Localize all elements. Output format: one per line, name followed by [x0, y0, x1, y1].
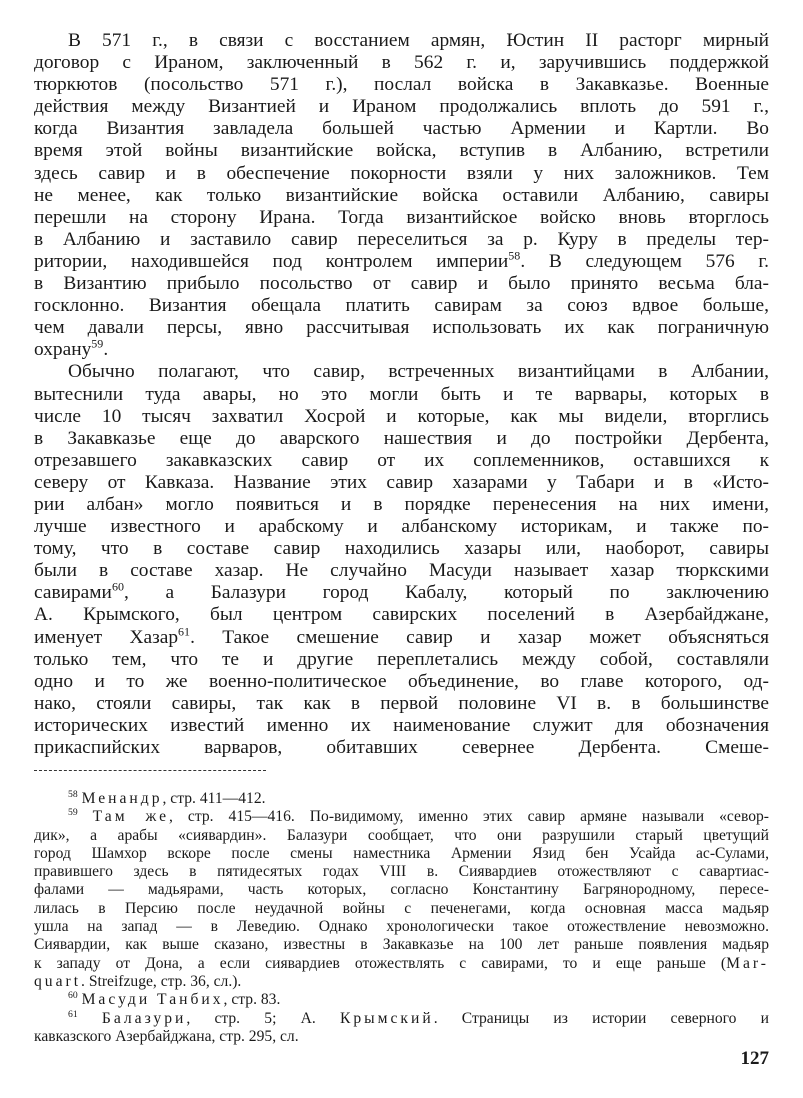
text-line: Сиявардии, как выше сказано, известны в Закавказье на 100 лет раньше появления мадьяр [34, 936, 769, 954]
footnote-number: 58 [68, 788, 78, 800]
text-line: лучше известного и арабскому и албанскому историкам, и также по- [34, 516, 769, 538]
author-name: Крымский [339, 1009, 434, 1027]
text-fragment: . Страницы из истории северного и [433, 1009, 769, 1027]
text-fragment: , а Балазури город Кабалу, который по заключению [123, 582, 769, 604]
footnote-author: Масуди Танбих [81, 991, 224, 1009]
text-line: северу от Кавказа. Название этих савир хазарами у Табари и в «Исто- [34, 471, 769, 493]
text-line: здесь савир и в обеспечение покорности взяли у них заложников. Тем [34, 162, 769, 184]
footnote-number: 59 [68, 807, 78, 819]
text-fragment: . Streifzuge, стр. 36, сл.). [81, 972, 242, 990]
author-name: quart [34, 972, 82, 990]
text-line: прикаспийских варваров, обитавших севернее Дербента. Смеше- [34, 737, 769, 758]
text-line [34, 790, 769, 808]
text-line [34, 808, 769, 826]
text-line: фалами — мадьярами, часть которых, согласно Константину Багрянородному, пересе- [34, 881, 769, 899]
text-fragment: к западу от Дона, а если сиявардиев отожествлять с савирами, то и еще раньше ( [34, 954, 727, 972]
text-line: дик», а арабы «сиявардин». Балазури сообщает, что они разрушили старый цветущий [34, 826, 769, 844]
text-line [34, 1010, 769, 1028]
text-fragment: . В следующем 576 г. [520, 250, 769, 272]
text-line [34, 955, 769, 973]
text-line [34, 579, 769, 604]
text-line: время этой войны византийские войска, вступив в Албанию, встретили [34, 140, 769, 162]
text-line: госклонно. Византия обещала платить савирам за союз вдвое больше, [34, 295, 769, 317]
text-line: действия между Византией и Ираном продолжались вплоть до 591 г., [34, 96, 769, 118]
text-line: город Шамхор вскоре после смены наместника Армении Язид бен Усайда ас-Сулами, [34, 844, 769, 862]
footnote-ref: 61 [178, 624, 191, 639]
text-fragment: , стр. 83. [223, 991, 281, 1009]
footnote-61 [34, 1010, 769, 1047]
text-line: в Византию прибыло посольство от савир и было принято весьма бла- [34, 273, 769, 295]
text-line: Обычно полагают, что савир, встреченных византийцами в Албании, [68, 361, 769, 383]
page-number: 127 [740, 1048, 769, 1069]
text-line: были в составе хазар. Не случайно Масуди называет хазар тюркскими [34, 560, 769, 582]
text-line: когда Византия завладела большей частью Армении и Картли. Во [34, 118, 769, 140]
text-fragment: . Такое смешение савир и хазар может объясняться [190, 626, 769, 648]
text-line [34, 336, 769, 361]
footnote-number: 60 [68, 990, 78, 1002]
text-fragment: . [103, 339, 109, 361]
footnote-number: 61 [68, 1008, 78, 1020]
text-fragment: , стр. 411—412. [162, 790, 266, 807]
text-line: кавказского Азербайджана, стр. 295, сл. [34, 1027, 299, 1045]
text-line: договор с Ираном, заключенный в 562 г. и, заручившись поддержкой [34, 52, 769, 74]
text-line: рии албан» могло появиться и в порядке перенесения на них имени, [34, 493, 769, 515]
text-fragment: , стр. 415—416. По-видимому, именно этих савир армяне называли «севор- [169, 808, 769, 826]
text-line: чем давали персы, явно рассчитывая использовать их как пограничную [34, 317, 769, 339]
footnote-divider [34, 770, 266, 771]
text-line: тому, что в составе савир находились хазары или, наоборот, савиры [34, 538, 769, 560]
text-line: правившего здесь в пятидесятых годах VIII в. Сиявардиев отожествляют с савартиас- [34, 863, 769, 881]
text-line: числе 10 тысяч захватил Хосрой и которые, как мы видели, вторглись [34, 405, 769, 427]
text-line: А. Крымского, был центром савирских поселений в Азербайджане, [34, 604, 769, 626]
text-line: одно и то же военно-политическое объединение, во главе которого, од- [34, 670, 769, 692]
footnote-ref: 59 [91, 336, 104, 351]
text-line: исторических известий именно их наименование служит для обозначения [34, 714, 769, 736]
footnote-author: Балазури [101, 1009, 187, 1027]
text-fragment: , стр. 5; А. [186, 1009, 340, 1027]
text-fragment: именует Хазар [34, 626, 179, 648]
text-line: не менее, как только византийские войска оставили Албанию, савиры [34, 184, 769, 206]
text-line: В 571 г., в связи с восстанием армян, Юстин II расторг мирный [68, 30, 769, 51]
footnote-60 [34, 991, 769, 1009]
footnote-ref: 60 [111, 579, 124, 594]
footnote-59 [34, 808, 769, 991]
text-line [34, 248, 769, 273]
text-line: нако, стояли савиры, так как в первой половине VI в. в большинстве [34, 692, 769, 714]
footnote-58 [34, 790, 769, 808]
text-line: только тем, что те и другие переплетались между собой, составляли [34, 648, 769, 670]
text-fragment: охрану [34, 339, 92, 361]
main-text [34, 30, 769, 759]
paragraph-2 [34, 361, 769, 759]
footnote-author: Там же [92, 808, 170, 826]
text-fragment: ритории, находившейся под контролем империи [34, 250, 509, 272]
text-line: тюркютов (посольство 571 г.), послал войска в Закавказье. Военные [34, 74, 769, 96]
footnotes [34, 790, 769, 1046]
text-line [34, 624, 769, 649]
text-line: перешли на сторону Ирана. Тогда византийское войско вновь вторглось [34, 206, 769, 228]
text-line: отрезавшего закавказских савир от их соплеменников, оставшихся к [34, 449, 769, 471]
text-line: лилась в Персию после неудачной войны с печенегами, когда основная масса мадьяр [34, 899, 769, 917]
paragraph-1 [34, 30, 769, 361]
author-name: Mar- [726, 954, 769, 972]
text-line: в Закавказье еще до аварского нашествия и до постройки Дербента, [34, 427, 769, 449]
text-line [34, 973, 769, 991]
text-fragment: савирами [34, 582, 112, 604]
footnote-ref: 58 [508, 248, 521, 263]
footnote-author: Менандр [81, 790, 163, 807]
text-line: в Албанию и заставило савир переселиться за р. Куру в пределы тер- [34, 228, 769, 250]
text-line: вытеснили туда авары, но это могли быть и те варвары, которых в [34, 383, 769, 405]
text-line [34, 991, 769, 1009]
text-line: ушла на запад — в Леведию. Однако хронологически такое отожествление невозможно. [34, 918, 769, 936]
